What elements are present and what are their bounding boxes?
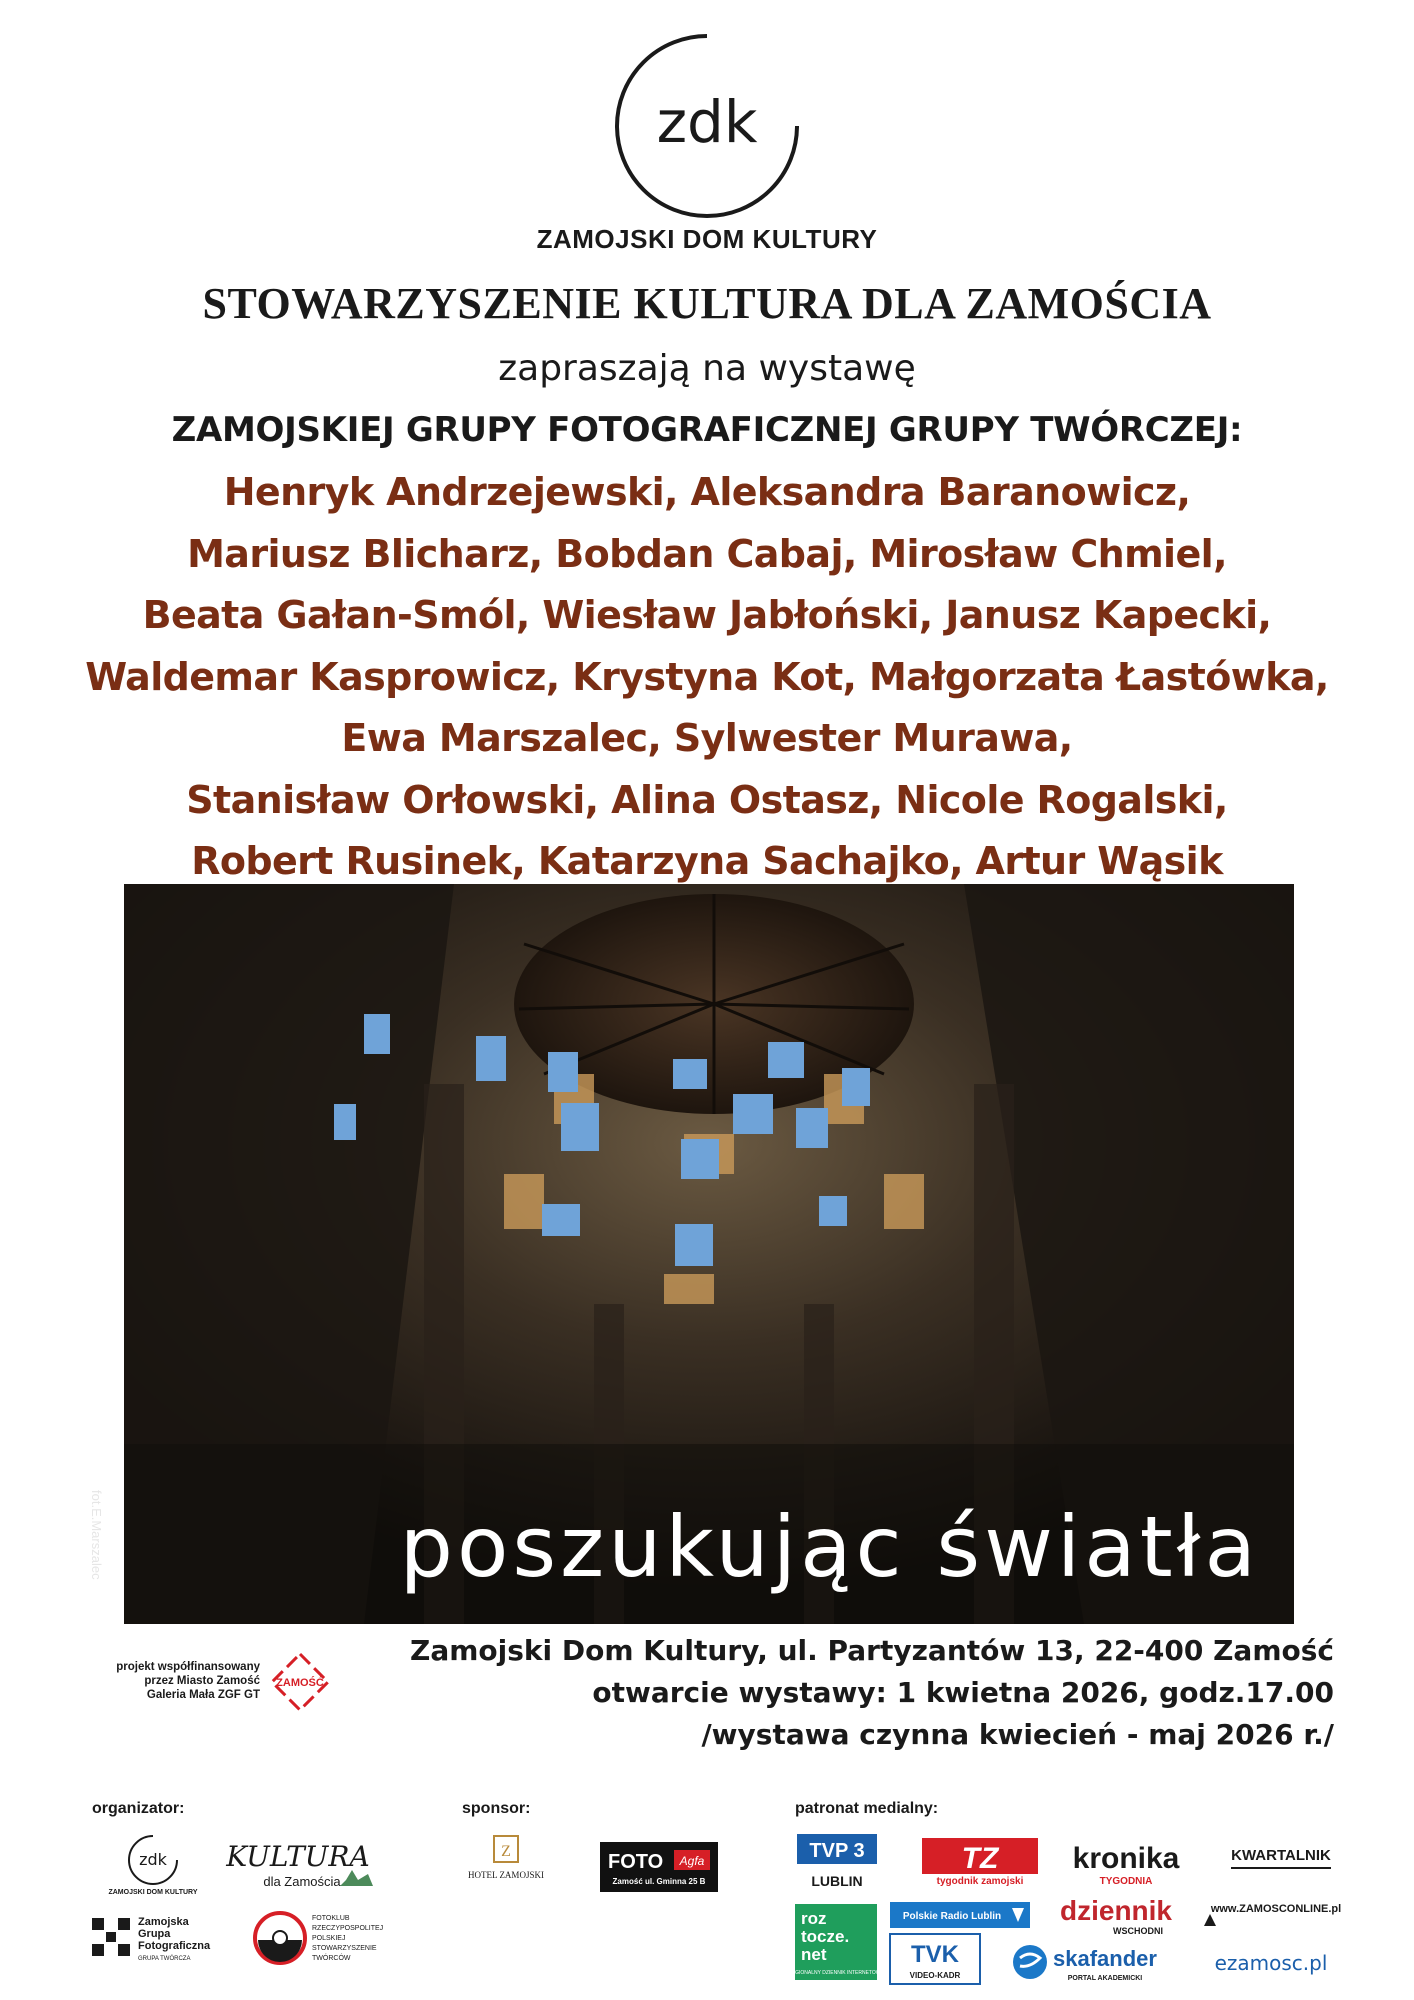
author-line: Ewa Marszalec, Sylwester Murawa, (341, 716, 1073, 760)
cofinance-line: przez Miasto Zamość (144, 1675, 260, 1687)
svg-text:STOWARZYSZENIE: STOWARZYSZENIE (312, 1945, 377, 1952)
author-line: Henryk Andrzejewski, Aleksandra Baranowicz, (223, 470, 1191, 514)
exhibition-duration: /wystawa czynna kwiecień - maj 2026 r./ (701, 1718, 1334, 1751)
cofinance-note (80, 1660, 260, 1702)
svg-text:HOTEL ZAMOJSKI: HOTEL ZAMOJSKI (468, 1870, 544, 1880)
svg-text:ezamosc.pl: ezamosc.pl (1214, 1951, 1328, 1975)
zamosc-badge-text: ZAMOŚĆ (276, 1677, 324, 1689)
author-line: Stanisław Orłowski, Alina Ostasz, Nicole Rogalski, (186, 777, 1228, 822)
svg-text:GRUPA TWÓRCZA: GRUPA TWÓRCZA (138, 1956, 191, 1962)
zdk-logo (611, 30, 803, 222)
svg-text:Agfa: Agfa (679, 1854, 705, 1868)
venue-info (410, 1630, 1334, 1756)
author-line: Beata Gałan-Smól, Wiesław Jabłoński, Janusz Kapecki, (142, 593, 1272, 637)
zdk-small-logo (105, 1832, 201, 1896)
dziennik-wschodni-logo (1044, 1894, 1189, 1936)
media-patronage-label: patronat medialny: (795, 1800, 939, 1817)
zamosconline-logo (1196, 1892, 1346, 1936)
svg-text:TYGODNIA: TYGODNIA (1099, 1876, 1153, 1887)
svg-text:Zamość ul. Gminna 25 B: Zamość ul. Gminna 25 B (612, 1877, 706, 1886)
ezamosc-logo (1196, 1946, 1346, 1982)
opening-date: otwarcie wystawy: 1 kwietna 2026, godz.17.00 (592, 1676, 1334, 1709)
sponsor-label: sponsor: (462, 1800, 531, 1817)
tygodnik-zamojski-logo (920, 1836, 1040, 1886)
tvp3-lublin-logo (795, 1832, 879, 1894)
svg-text:RZECZYPOSPOLITEJ: RZECZYPOSPOLITEJ (312, 1925, 384, 1932)
svg-text:tocze.: tocze. (801, 1927, 850, 1946)
svg-text:Zamojska: Zamojska (138, 1916, 189, 1928)
kwartalnik-logo (1226, 1836, 1336, 1886)
svg-text:KULTURA: KULTURA (226, 1840, 370, 1873)
svg-text:net: net (801, 1945, 827, 1964)
svg-text:LUBLIN: LUBLIN (811, 1873, 863, 1889)
author-line: Robert Rusinek, Katarzyna Sachajko, Artur Wąsik (191, 839, 1223, 883)
institution-name: ZAMOJSKI DOM KULTURY (536, 224, 878, 254)
cofinance-line: projekt współfinansowany (116, 1661, 260, 1673)
svg-text:FOTO: FOTO (608, 1851, 664, 1873)
organizer-label: organizator: (92, 1800, 185, 1817)
zamosc-city-logo (268, 1650, 332, 1714)
svg-text:Z: Z (501, 1843, 511, 1860)
kronika-tygodnia-logo (1056, 1834, 1196, 1890)
venue-address: Zamojski Dom Kultury, ul. Partyzantów 13, 22-400 Zamość (410, 1634, 1334, 1667)
photo-credit: fot.E.Marszalec (89, 1490, 104, 1580)
svg-text:Polskie Radio Lublin: Polskie Radio Lublin (902, 1911, 1002, 1922)
svg-text:FOTOKLUB: FOTOKLUB (312, 1915, 350, 1922)
tvk-video-kadr-logo (890, 1934, 980, 1984)
svg-text:PORTAL AKADEMICKI: PORTAL AKADEMICKI (1067, 1975, 1143, 1982)
svg-text:tygodnik zamojski: tygodnik zamojski (936, 1876, 1024, 1887)
skafander-logo (1010, 1942, 1168, 1984)
cofinance-line: Galeria Mała ZGF GT (146, 1689, 260, 1701)
svg-text:kronika: kronika (1072, 1842, 1180, 1875)
group-name: ZAMOJSKIEJ GRUPY FOTOGRAFICZNEJ GRUPY TWÓRCZEJ: (171, 410, 1243, 450)
svg-text:TVP 3: TVP 3 (809, 1840, 865, 1862)
association-name: STOWARZYSZENIE KULTURA DLA ZAMOŚCIA (202, 279, 1212, 328)
zgf-logo (90, 1912, 230, 1962)
svg-text:TZ: TZ (961, 1842, 999, 1875)
svg-text:skafander: skafander (1053, 1946, 1157, 1971)
svg-text:ZAMOJSKI DOM KULTURY: ZAMOJSKI DOM KULTURY (108, 1889, 198, 1896)
svg-text:WSCHODNI: WSCHODNI (1113, 1926, 1163, 1936)
svg-text:REGIONALNY DZIENNIK INTERNETOW: REGIONALNY DZIENNIK INTERNETOWY (788, 1970, 884, 1976)
svg-text:www.ZAMOSCONLINE.pl: www.ZAMOSCONLINE.pl (1210, 1903, 1342, 1915)
svg-text:KWARTALNIK: KWARTALNIK (1231, 1847, 1331, 1864)
svg-text:Grupa: Grupa (138, 1928, 171, 1940)
invite-text: zapraszają na wystawę (498, 348, 916, 389)
zdk-logo-text: zdk (656, 88, 758, 156)
svg-text:zdk: zdk (139, 1850, 167, 1869)
foto-agfa-logo (600, 1842, 718, 1892)
svg-text:TWÓRCÓW: TWÓRCÓW (312, 1955, 351, 1962)
author-line: Waldemar Kasprowicz, Krystyna Kot, Małgorzata Łastówka, (85, 654, 1329, 699)
kultura-dla-zamoscia-logo (228, 1836, 373, 1894)
svg-text:Fotograficzna: Fotograficzna (138, 1940, 211, 1952)
svg-text:POLSKIEJ: POLSKIEJ (312, 1935, 346, 1942)
svg-text:dziennik: dziennik (1059, 1895, 1173, 1926)
svg-text:VIDEO-KADR: VIDEO-KADR (909, 1971, 961, 1980)
exhibition-title: poszukując światła (399, 1498, 1260, 1596)
fotoklub-rp-logo (252, 1910, 382, 1966)
svg-text:TVK: TVK (911, 1941, 959, 1968)
author-line: Mariusz Blicharz, Bobdan Cabaj, Mirosław Chmiel, (187, 531, 1227, 576)
roztocze-net-logo (788, 1904, 884, 1980)
svg-text:dla Zamościa: dla Zamościa (263, 1874, 341, 1889)
authors-list (0, 462, 1414, 893)
svg-text:roz: roz (801, 1909, 827, 1928)
exhibition-photo (124, 884, 1294, 1624)
hotel-zamojski-logo (466, 1830, 546, 1896)
polskie-radio-lublin-logo (890, 1902, 1030, 1928)
